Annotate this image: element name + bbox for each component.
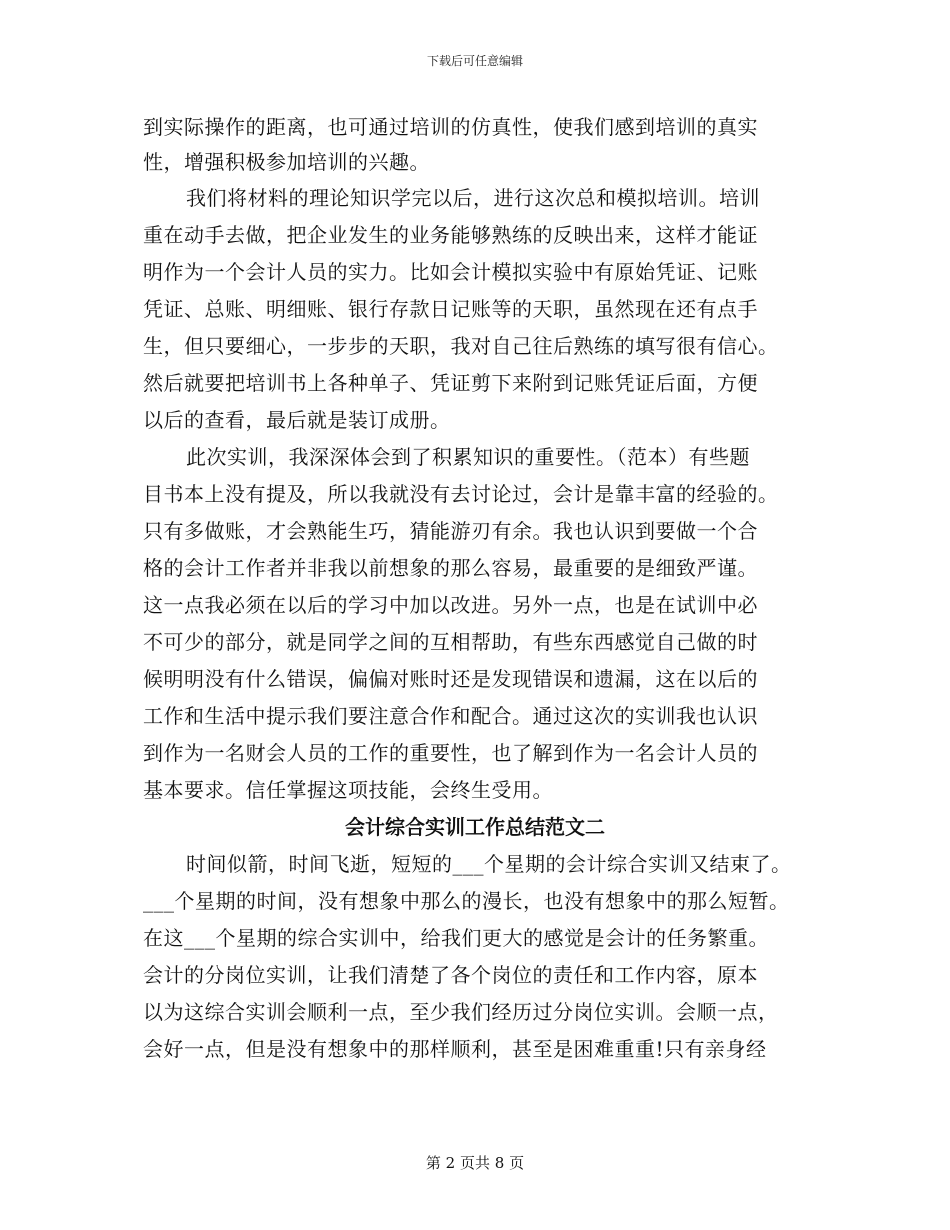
text-line: 然后就要把培训书上各种单子、凭证剪下来附到记账凭证后面，方便	[143, 371, 758, 395]
text-line: 只有多做账，才会熟能生巧，猜能游刃有余。我也认识到要做一个合	[143, 519, 758, 543]
text-line: 目书本上没有提及，所以我就没有去讨论过，会计是靠丰富的经验的。	[143, 482, 779, 506]
text-line: 以为这综合实训会顺利一点，至少我们经历过分岗位实训。会顺一点，	[143, 1000, 779, 1024]
text-line: ___个星期的时间，没有想象中那么的漫长，也没有想象中的那么短暂。	[143, 889, 790, 913]
text-line: 性，增强积极参加培训的兴趣。	[143, 150, 430, 174]
text-line: 不可少的部分，就是同学之间的互相帮助，有些东西感觉自己做的时	[143, 630, 758, 654]
text-line: 时间似箭，时间飞逝，短短的___个星期的会计综合实训又结束了。	[186, 852, 792, 876]
text-line: 以后的查看，最后就是装订成册。	[143, 408, 451, 432]
text-line: 会计的分岗位实训，让我们清楚了各个岗位的责任和工作内容，原本	[143, 963, 758, 987]
text-line: 会好一点，但是没有想象中的那样顺利，甚至是困难重重!只有亲身经	[143, 1037, 767, 1061]
page-footer: 第 2 页共 8 页	[425, 1154, 525, 1172]
text-line: 到作为一名财会人员的工作的重要性，也了解到作为一名会计人员的	[143, 741, 758, 765]
text-line: 这一点我必须在以后的学习中加以改进。另外一点，也是在试训中必	[143, 593, 758, 617]
text-line: 候明明没有什么错误，偏偏对账时还是发现错误和遗漏，这在以后的	[143, 667, 758, 691]
text-line: 基本要求。信任掌握这项技能，会终生受用。	[143, 778, 553, 802]
text-line: 格的会计工作者并非我以前想象的那么容易，最重要的是细致严谨。	[143, 556, 758, 580]
section-title: 会计综合实训工作总结范文二	[345, 815, 605, 839]
text-line: 生，但只要细心，一步步的天职，我对自己往后熟练的填写很有信心。	[143, 334, 779, 358]
text-line: 重在动手去做，把企业发生的业务能够熟练的反映出来，这样才能证	[143, 223, 758, 247]
text-line: 我们将材料的理论知识学完以后，进行这次总和模拟培训。培训	[186, 186, 760, 210]
text-line: 明作为一个会计人员的实力。比如会计模拟实验中有原始凭证、记账	[143, 260, 758, 284]
text-line: 到实际操作的距离，也可通过培训的仿真性，使我们感到培训的真实	[143, 115, 758, 139]
text-line: 工作和生活中提示我们要注意合作和配合。通过这次的实训我也认识	[143, 704, 758, 728]
page-header: 下载后可任意编辑	[426, 54, 523, 68]
text-line: 凭证、总账、明细账、银行存款日记账等的天职，虽然现在还有点手	[143, 297, 758, 321]
text-line: 此次实训，我深深体会到了积累知识的重要性。（范本）有些题	[186, 445, 750, 469]
text-line: 在这___个星期的综合实训中，给我们更大的感觉是会计的任务繁重。	[143, 926, 769, 950]
